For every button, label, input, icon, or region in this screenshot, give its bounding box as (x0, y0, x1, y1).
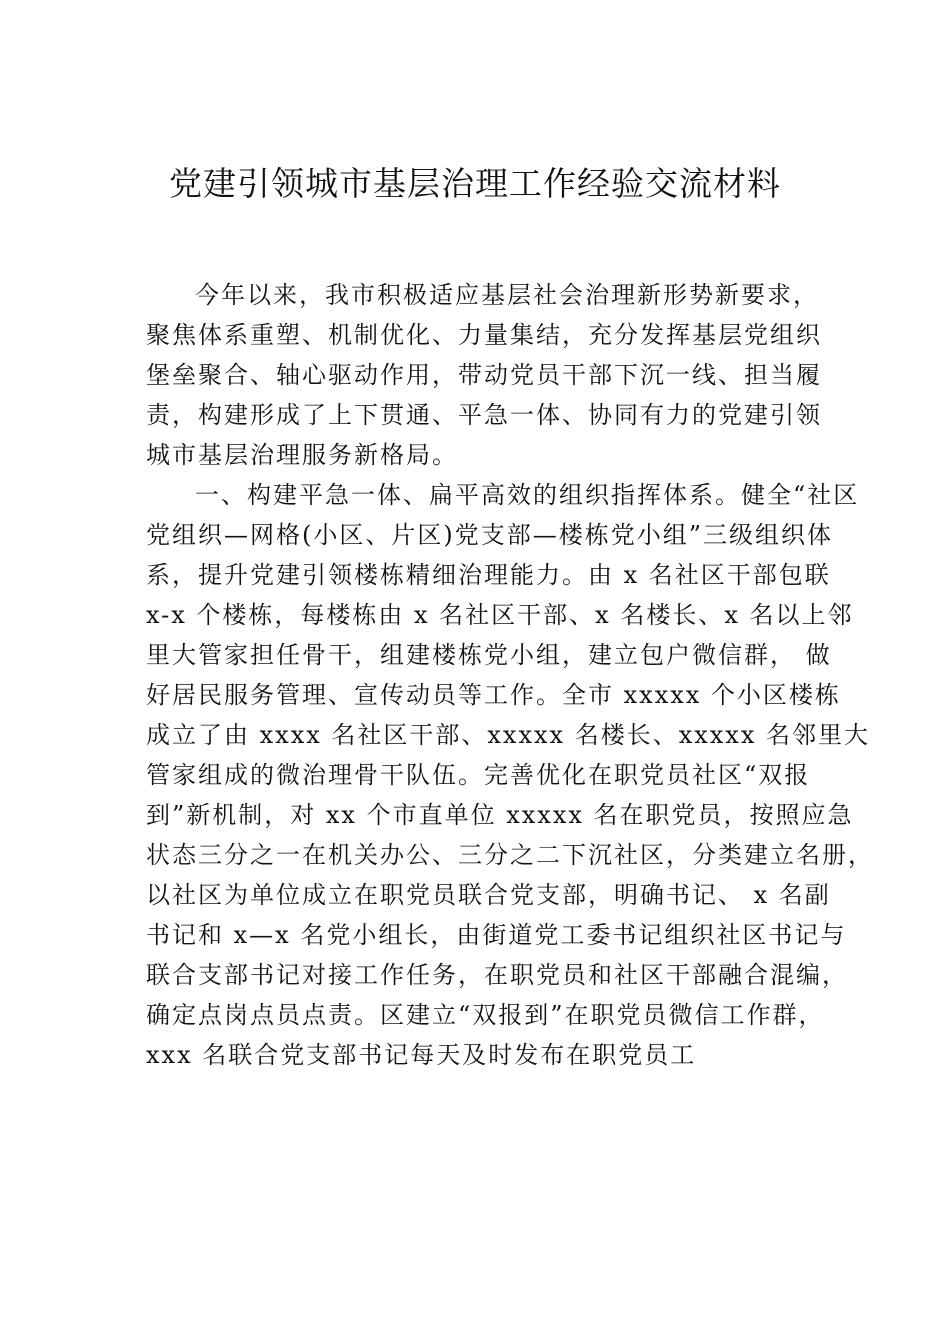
paragraph-line: 以社区为单位成立在职党员联合党支部，明确书记、 x 名副 (146, 881, 831, 909)
paragraph-line: 一、构建平急一体、扁平高效的组织指挥体系。健全“社区 (195, 481, 860, 509)
paragraph-line: 党组织—网格(小区、片区)党支部—楼栋党小组”三级组织体 (146, 521, 833, 549)
paragraph-line: x-x 个楼栋，每楼栋由 x 名社区干部、x 名楼长、x 名以上邻 (146, 601, 854, 629)
paragraph-line: 联合支部书记对接工作任务，在职党员和社区干部融合混编， (146, 961, 848, 989)
paragraph-line: xxx 名联合党支部书记每天及时发布在职党员工 (146, 1041, 697, 1069)
paragraph-line: 到”新机制，对 xx 个市直单位 xxxxx 名在职党员，按照应急 (146, 801, 854, 829)
paragraph-line: 聚焦体系重塑、机制优化、力量集结，充分发挥基层党组织 (146, 321, 822, 349)
paragraph-line: 城市基层治理服务新格局。 (146, 441, 458, 469)
paragraph-line: 管家组成的微治理骨干队伍。完善优化在职党员社区“双报 (146, 761, 811, 789)
paragraph-line: 成立了由 xxxx 名社区干部、xxxxx 名楼长、xxxxx 名邻里大 (146, 721, 871, 749)
paragraph-line: 状态三分之一在机关办公、三分之二下沉社区，分类建立名册， (146, 841, 874, 869)
paragraph-line: 确定点岗点员点责。区建立“双报到”在职党员微信工作群， (146, 1001, 825, 1029)
paragraph-line: 责，构建形成了上下贯通、平急一体、协同有力的党建引领 (146, 401, 822, 429)
paragraph-line: 今年以来，我市积极适应基层社会治理新形势新要求， (195, 281, 819, 309)
paragraph-line: 系，提升党建引领楼栋精细治理能力。由 x 名社区干部包联 (146, 561, 831, 589)
paragraph-line: 书记和 x—x 名党小组长，由街道党工委书记组织社区书记与 (146, 921, 847, 949)
paragraph-line: 好居民服务管理、宣传动员等工作。全市 xxxxx 个小区楼栋 (146, 681, 841, 709)
paragraph-line: 里大管家担任骨干，组建楼栋党小组，建立包户微信群， 做 (146, 641, 832, 669)
document-title: 党建引领城市基层治理工作经验交流材料 (169, 164, 781, 203)
paragraph-line: 堡垒聚合、轴心驱动作用，带动党员干部下沉一线、担当履 (146, 361, 822, 389)
